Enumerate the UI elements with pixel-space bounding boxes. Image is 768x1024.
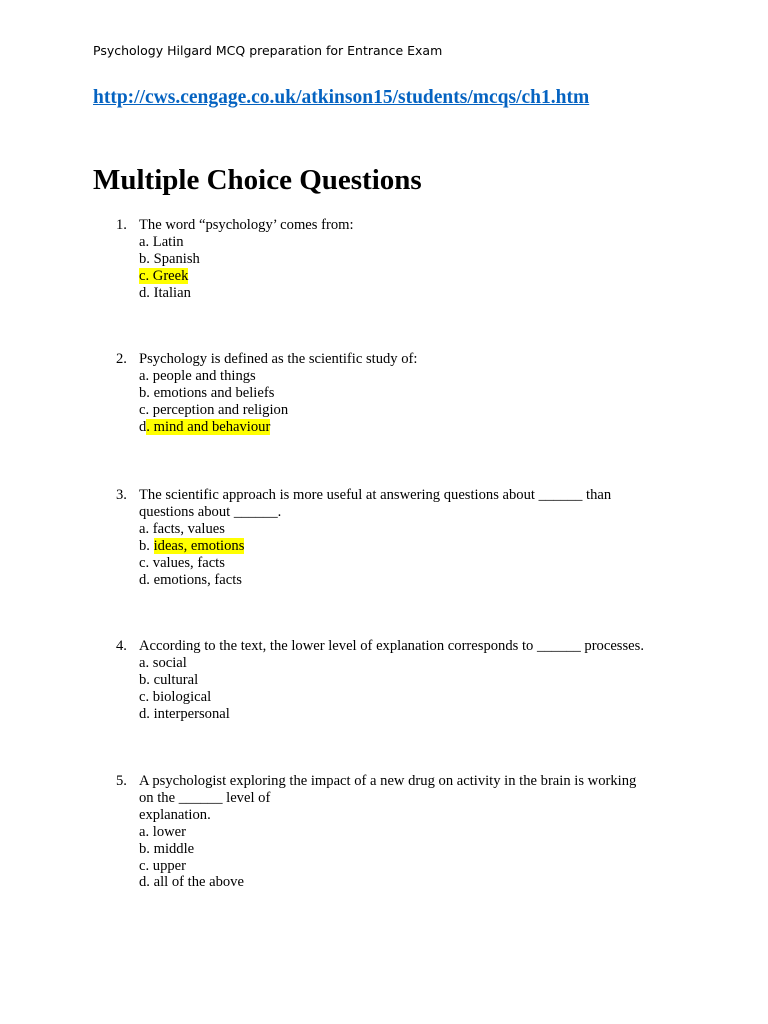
question-body <box>139 487 611 588</box>
question-text: Psychology is defined as the scientific study of: <box>139 351 418 367</box>
option-d: d. emotions, facts <box>139 571 242 588</box>
question-text-line-2: on the ______ level of <box>139 789 271 806</box>
question-body <box>139 351 417 436</box>
option-d: d. Italian <box>139 284 191 301</box>
option-b: b. Spanish <box>139 250 200 267</box>
option-c: c. perception and religion <box>139 401 289 418</box>
source-link[interactable]: http://cws.cengage.co.uk/atkinson15/students/mcqs/ch1.htm <box>93 87 590 108</box>
question-body <box>139 638 644 723</box>
question-body <box>139 773 636 891</box>
option-b <box>139 538 611 555</box>
option-c <box>139 268 354 285</box>
option-b-prefix: b. <box>139 537 154 554</box>
option-c: c. values, facts <box>139 554 225 571</box>
question-text-line-3: explanation. <box>139 806 211 823</box>
option-d-prefix: d <box>139 418 147 435</box>
question-number: 5. <box>116 773 127 789</box>
question-number: 1. <box>116 217 127 233</box>
question-text: According to the text, the lower level of explanation corresponds to ______ processes. <box>139 638 644 654</box>
question-text: The word “psychology’ comes from: <box>139 217 354 233</box>
question-text-line-1: The scientific approach is more useful at answering questions about ______ than <box>139 487 612 503</box>
option-b: b. middle <box>139 840 195 857</box>
highlighted-answer: c. Greek <box>139 267 189 284</box>
option-b: b. emotions and beliefs <box>139 384 275 401</box>
option-a: a. people and things <box>139 367 256 384</box>
option-a: a. social <box>139 654 187 671</box>
highlighted-answer: ideas, emotions <box>153 537 245 554</box>
question-text-line-2: questions about ______. <box>139 503 282 520</box>
option-a: a. lower <box>139 823 187 840</box>
option-c: c. upper <box>139 857 187 874</box>
option-d <box>139 419 417 436</box>
question-text-line-1: A psychologist exploring the impact of a new drug on activity in the brain is working <box>139 773 637 789</box>
option-a: a. Latin <box>139 233 184 250</box>
question-number: 4. <box>116 638 127 654</box>
option-d: d. all of the above <box>139 874 244 891</box>
question-body <box>139 217 354 302</box>
page-title: Multiple Choice Questions <box>93 164 422 196</box>
option-b: b. cultural <box>139 671 199 688</box>
highlighted-answer: . mind and behaviour <box>146 418 271 435</box>
question-number: 2. <box>116 351 127 367</box>
option-d: d. interpersonal <box>139 705 230 722</box>
option-a: a. facts, values <box>139 520 225 537</box>
option-c: c. biological <box>139 688 212 705</box>
question-number: 3. <box>116 487 127 503</box>
document-header: Psychology Hilgard MCQ preparation for Entrance Exam <box>93 43 443 58</box>
